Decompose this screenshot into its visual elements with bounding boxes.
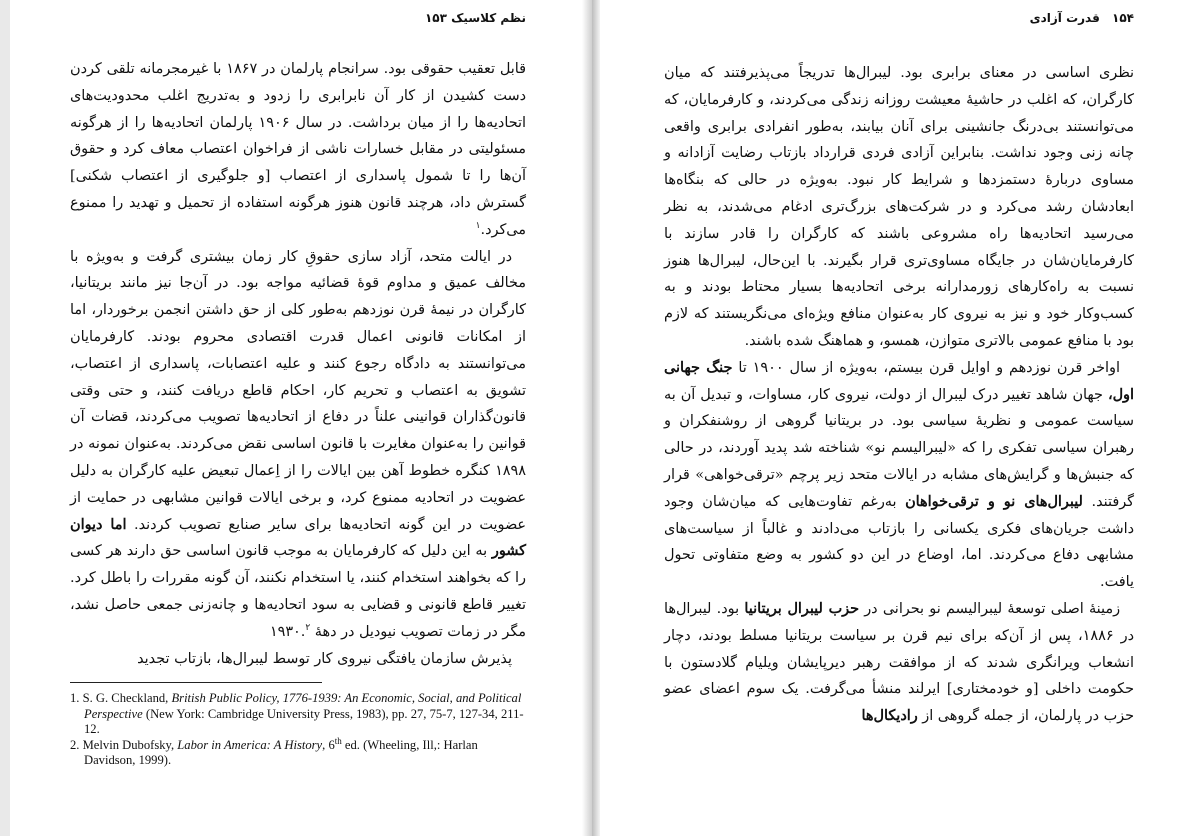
- bold-phrase: اما دیوان کشور: [70, 515, 526, 560]
- footnote-divider: [70, 682, 322, 683]
- paragraph: زمینهٔ اصلی توسعهٔ لیبرالیسم نو بحرانی در حزب لیبرال بریتانیا بود. لیبرال‌ها در ۱۸۸۶، پس از آن‌که برای نیم قرن بر سیاست بریتانیا مسلط بودند، دچار انشعاب ویرانگری شدند که از موافقت رهبر دیرپایشان ویلیام گلادستون با حکومت داخلی [و خودمختاری] ایرلند منشأ می‌گرفت. یک سوم اعضای عضو حزب در پارلمان، از جمله گروهی از رادیکال‌ها: [664, 599, 1134, 725]
- footnote-ref: ۱: [475, 220, 481, 231]
- right-page: [600, 0, 1180, 836]
- footnote-item: 1. S. G. Checkland, British Public Policy, 1776-1939: An Economic, Social, and Political Perspective (New York: Cambridge University Press, 1983), pp. 27, 75-7, 127-34, 211-12.: [70, 691, 524, 737]
- left-page-header: [70, 6, 526, 30]
- bold-phrase: حزب لیبرال بریتانیا: [744, 599, 859, 617]
- footnotes: [70, 691, 526, 769]
- paragraph: نظری اساسی در معنای برابری بود. لیبرال‌ها تدریجاً می‌پذیرفتند که میان کارگران، که اغلب در حاشیهٔ معیشت روزانه زندگی می‌کردند، و کارفرمایان، که می‌توانستند بی‌درنگ جانشینی برای آنان بیابند، به‌طور انفرادی برابری واقعی چانه زنی وجود نداشت. بنابراین آزادی فردی قرارداد بازتاب رضایت آزادانه و مساوی دربارهٔ دستمزدها و شرایط کار نبود. به‌ویژه در حالی که بنگاه‌ها ابعادشان رشد می‌کرد و در شرکت‌های بزرگ‌تری ادغام می‌شدند، به نظر می‌رسید اتحادیه‌ها راه مشروعی باشند که کارگران را قادر سازند با کارفرمایان‌شان در جایگاه مساوی‌تری قرار بگیرند. با این‌حال، لیبرال‌ها هنوز نسبت به راه‌کارهای زورمدارانه برخی اتحادیه‌ها بسیار محتاط بودند و به کسب‌وکار خود و نیز به نیروی کار به‌عنوان منافع ویژه‌ای می‌نگریستند که لازم بود با منافع عمومی بالاتری متوازن، همسو، و هماهنگ شده باشند.: [664, 65, 1134, 349]
- right-page-header: [664, 6, 1134, 30]
- right-running-title-text: قدرت آزادی: [1029, 11, 1100, 25]
- right-page-number: ۱۵۴: [1112, 11, 1134, 25]
- paragraph: اواخر قرن نوزدهم و اوایل قرن بیستم، به‌ویژه از سال ۱۹۰۰ تا جنگ جهانی اول، جهان شاهد تغییر درک لیبرال از دولت، نیروی کار، مساوات، و تبدیل آن به سیاست عمومی و نظریهٔ سیاسی بود. در بریتانیا گروهی از روشنفکران و رهبران سیاسی تفکری را که «لیبرالیسم نو» شناخته شد پدید آوردند، در حالی که جنبش‌ها و گرایش‌های مشابه در ایالات متحد زیر پرچم «ترقی‌خواهی» قرار گرفتند. لیبرال‌های نو و ترقی‌خواهان به‌رغم تفاوت‌هایی که میان‌شان وجود داشت جریان‌های فکری یکسانی را بازتاب می‌دادند و غالباً از سیاست‌های مشابهی دفاع می‌کردند. اما، اوضاع در این دو کشور به وضع متفاوتی تحول یافت.: [664, 358, 1135, 591]
- bold-phrase: جنگ جهانی اول،: [664, 358, 1134, 403]
- paragraph: پذیرش سازمان یافتگی نیروی کار توسط لیبرال‌ها، بازتاب تجدید: [137, 650, 512, 667]
- footnote-ref: ۲: [305, 622, 311, 633]
- left-running-title: [417, 6, 526, 30]
- left-page: [10, 0, 582, 836]
- book-gutter-shadow: [592, 0, 600, 836]
- right-body-text: [664, 60, 1134, 730]
- bold-phrase: لیبرال‌های نو و ترقی‌خواهان: [905, 492, 1083, 510]
- left-body-text: [70, 56, 526, 672]
- right-running-title: [1030, 6, 1134, 30]
- book-gutter-shadow: [582, 0, 592, 836]
- footnote-item: 2. Melvin Dubofsky, Labor in America: A History, 6th ed. (Wheeling, Ill,: Harlan Davidson, 1999).: [70, 735, 478, 768]
- paragraph: قابل تعقیب حقوقی بود. سرانجام پارلمان در ۱۸۶۷ با غیرمجرمانه تلقی کردن دست کشیدن از کار آن نابرابری را زدود و به‌تدریج اغلب محدودیت‌های اتحادیه‌ها را از میان برداشت. در سال ۱۹۰۶ پارلمان اتحادیه‌ها را از هرگونه مسئولیتی در مقابل خسارات ناشی از فراخوان اعتصاب معاف کرد و حقوق آن‌ها را تا شمول پاسداری از اعتصاب [و جلوگیری از اعتصاب شکنی] گسترش داد، هرچند قانون هنوز هرگونه استفاده از تحمیل و تهدید را ممنوع می‌کرد.$^۱$: [70, 61, 527, 238]
- bold-phrase: رادیکال‌ها: [861, 707, 918, 725]
- paragraph: در ایالت متحد، آزاد سازی حقوقِ کار زمان بیشتری گرفت و به‌ویژه با مخالف عمیق و مداوم قوهٔ قضائیه مواجه بود. در آن‌جا نیز مانند بریتانیا، کارگران در نیمهٔ قرن نوزدهم به‌طور کلی از حق داشتن انجمن برخوردار، اما از امکانات قانونی اعمال قدرت اقتصادی محروم بودند. کارفرمایان می‌توانستند به دادگاه رجوع کنند و علیه اعتصابات، پاسداری از اعتصاب، تشویق به اعتصاب و تحریم کار، احکام قاطع دریافت کنند، و حتی وقتی قانون‌گذاران قوانینی علناً در دفاع از اتحادیه‌ها تصویب می‌کردند، قضات آن قوانین را به‌عنوان مغایرت با قانون اساسی نقض می‌کردند. به‌عنوان نمونه در ۱۸۹۸ کنگره خطوط آهن بین ایالات را از اِعمال تبعیض علیه کارگران به دلیل عضویت در اتحادیه ممنوع کرد، و برخی ایالات قوانین مشابهی در حمایت از عضویت در این گونه اتحادیه‌ها برای سایر صنایع تصویب کردند. اما دیوان کشور به این دلیل که کارفرمایان به موجب قانون اساسی حق دارند هر کسی را که بخواهند استخدام کنند، یا استخدام نکنند، آن گونه مقررات را باطل کرد. تغییر قاطع قانونی و قضایی به سود اتحادیه‌ها و چانه‌زنی جمعی حاصل نشد، مگر در زمات تصویب نیودیل در دههٔ ۱۹۳۰.$^۲$: [70, 248, 527, 640]
- left-page-number: ۱۵۳: [424, 11, 447, 25]
- left-running-title-text: نظم کلاسیک: [451, 11, 526, 25]
